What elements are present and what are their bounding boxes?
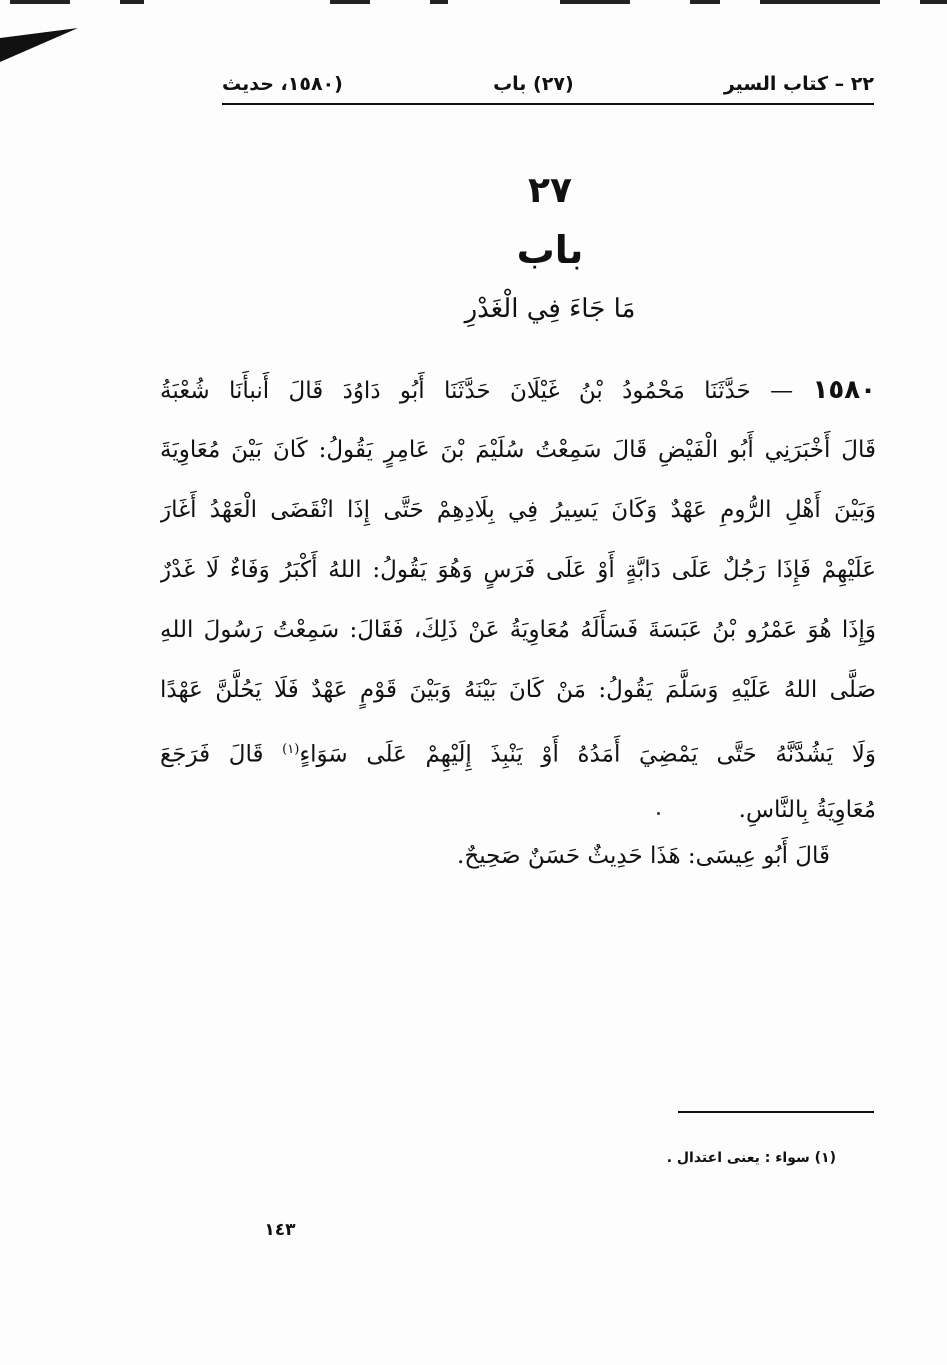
footnote-marker: (١) bbox=[282, 742, 300, 757]
header-chapter: (٢٧) باب bbox=[493, 73, 574, 95]
hadith-line-text: وَإِذَا هُوَ عَمْرُو بْنُ عَبَسَةَ فَسَأَلَهُ مُعَاوِيَةُ عَنْ ذَلِكَ، فَقَالَ: سَمِعْتُ رَسُولَ اللهِ bbox=[160, 617, 876, 643]
scan-corner-wedge-icon bbox=[0, 28, 80, 64]
hadith-line-text: وَلَا يَشُدَّنَّهُ حَتَّى يَمْضِيَ أَمَدُهُ أَوْ يَنْبِذَ إِلَيْهِمْ عَلَى سَوَاءٍ bbox=[299, 741, 876, 768]
hadith-line bbox=[160, 668, 876, 728]
hadith-line bbox=[160, 368, 876, 428]
hadith-line-text: صَلَّى اللهُ عَلَيْهِ وَسَلَّمَ يَقُولُ: مَنْ كَانَ بَيْنَهُ وَبَيْنَ قَوْمٍ عَهْدٌ فَلَا يَحُلَّنَّ عَهْدًا bbox=[160, 677, 876, 703]
footnote-text: (١) سواء : يعنى اعتدال . bbox=[666, 1150, 836, 1166]
hadith-line bbox=[160, 788, 876, 848]
scan-edge-artifact bbox=[0, 0, 947, 8]
verdict-text: قَالَ أَبُو عِيسَى: هَذَا حَدِيثٌ حَسَنٌ صَحِيحٌ. bbox=[457, 843, 830, 869]
header-hadith-ref: (١٥٨٠، حديث bbox=[222, 73, 343, 95]
hadith-line-text: عَلَيْهِمْ فَإِذَا رَجُلٌ عَلَى دَابَّةٍ أَوْ عَلَى فَرَسٍ وَهُوَ يَقُولُ: اللهُ أَكْبَرُ وَفَاءٌ لَا غَدْرٌ bbox=[160, 557, 876, 583]
running-header bbox=[222, 64, 874, 104]
hadith-line-text: — حَدَّثَنَا مَحْمُودُ بْنُ غَيْلَانَ حَدَّثَنَا أَبُو دَاوُدَ قَالَ أَنبأَنَا شُعْبَةُ bbox=[160, 378, 794, 404]
hadith-line-tail: قَالَ فَرَجَعَ bbox=[160, 741, 264, 768]
scan-speck bbox=[657, 812, 660, 815]
chapter-number: ٢٧ bbox=[528, 170, 572, 211]
hadith-line bbox=[160, 428, 876, 488]
header-rule bbox=[222, 103, 874, 105]
hadith-text bbox=[160, 368, 876, 848]
chapter-title: مَا جَاءَ فِي الْغَدْرِ bbox=[464, 294, 636, 324]
footnote-rule bbox=[678, 1111, 874, 1113]
chapter-heading: باب bbox=[516, 228, 584, 272]
hadith-line-text: مُعَاوِيَةُ بِالنَّاسِ. bbox=[738, 797, 876, 823]
hadith-line-text: قَالَ أَخْبَرَنِي أَبُو الْفَيْضِ قَالَ سَمِعْتُ سُلَيْمَ بْنَ عَامِرٍ يَقُولُ: كَانَ بَيْنَ مُعَاوِيَةَ bbox=[160, 437, 876, 463]
hadith-line bbox=[160, 728, 876, 788]
hadith-number: ١٥٨٠ bbox=[812, 375, 876, 405]
hadith-line bbox=[160, 548, 876, 608]
hadith-line-text: وَبَيْنَ أَهْلِ الرُّومِ عَهْدٌ وَكَانَ يَسِيرُ فِي بِلَادِهِمْ حَتَّى إِذَا انْقَضَى الْعَهْدُ أَغَارَ bbox=[160, 497, 876, 523]
hadith-line bbox=[160, 488, 876, 548]
hadith-line bbox=[160, 608, 876, 668]
header-book: ٢٢ – كتاب السير bbox=[723, 73, 874, 95]
page-number: ١٤٣ bbox=[264, 1220, 296, 1240]
